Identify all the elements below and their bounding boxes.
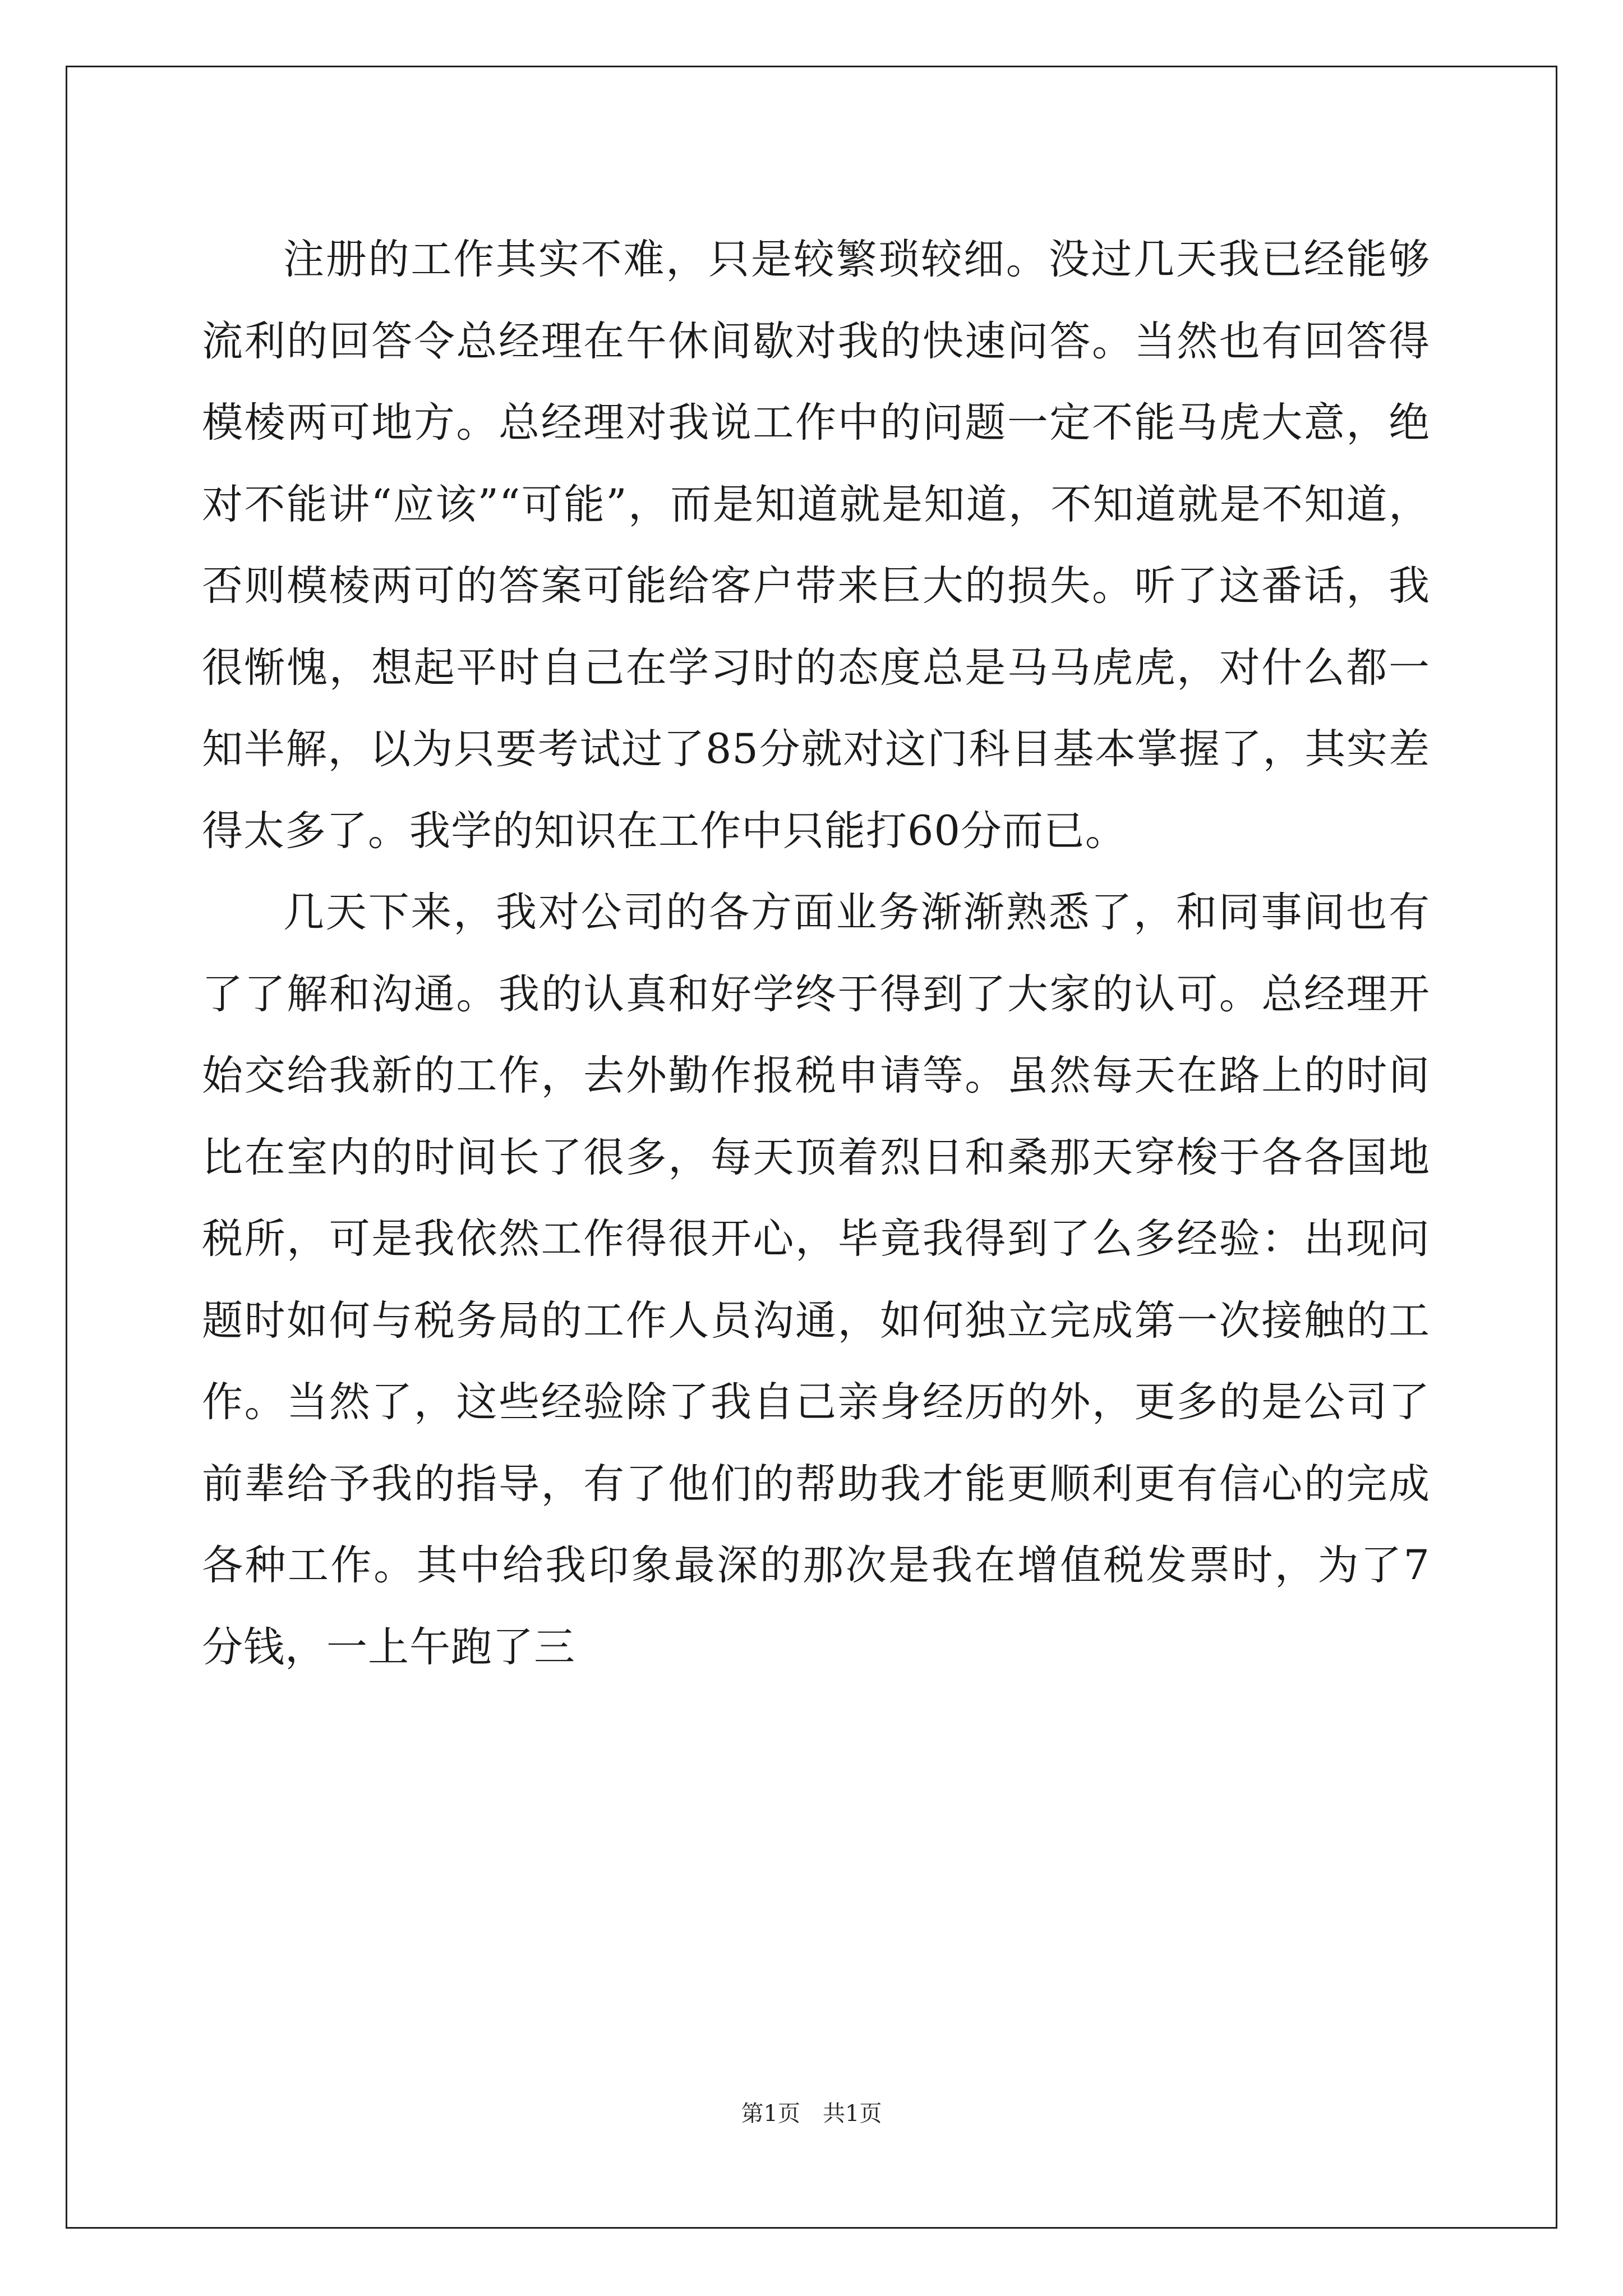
- paragraph-2: 几天下来，我对公司的各方面业务渐渐熟悉了，和同事间也有了了解和沟通。我的认真和好学终于得到了大家的认可。总经理开始交给我新的工作，去外勤作报税申请等。虽然每天在路上的时间比在室内的时间长了很多，每天顶着烈日和桑那天穿梭于各各国地税所，可是我依然工作得很开心，毕竟我得到了么多经验：出现问题时如何与税务局的工作人员沟通，如何独立完成第一次接触的工作。当然了，这些经验除了我自己亲身经历的外，更多的是公司了前辈给予我的指导，有了他们的帮助我才能更顺利更有信心的完成各种工作。其中给我印象最深的那次是我在增值税发票时，为了7分钱，一上午跑了三: [202, 889, 1430, 1671]
- document-body: [202, 219, 1430, 1688]
- paragraph-1: 注册的工作其实不难，只是较繁琐较细。没过几天我已经能够流利的回答令总经理在午休间歇对我的快速问答。当然也有回答得模棱两可地方。总经理对我说工作中的问题一定不能马虎大意，绝对不能讲“应该”“可能”，而是知道就是知道，不知道就是不知道，否则模棱两可的答案可能给客户带来巨大的损失。听了这番话，我很惭愧，想起平时自己在学习时的态度总是马马虎虎，对什么都一知半解，以为只要考试过了85分就对这门科目基本掌握了，其实差得太多了。我学的知识在工作中只能打60分而已。: [202, 236, 1430, 855]
- page-number-footer: 第1页 共1页: [741, 2101, 882, 2127]
